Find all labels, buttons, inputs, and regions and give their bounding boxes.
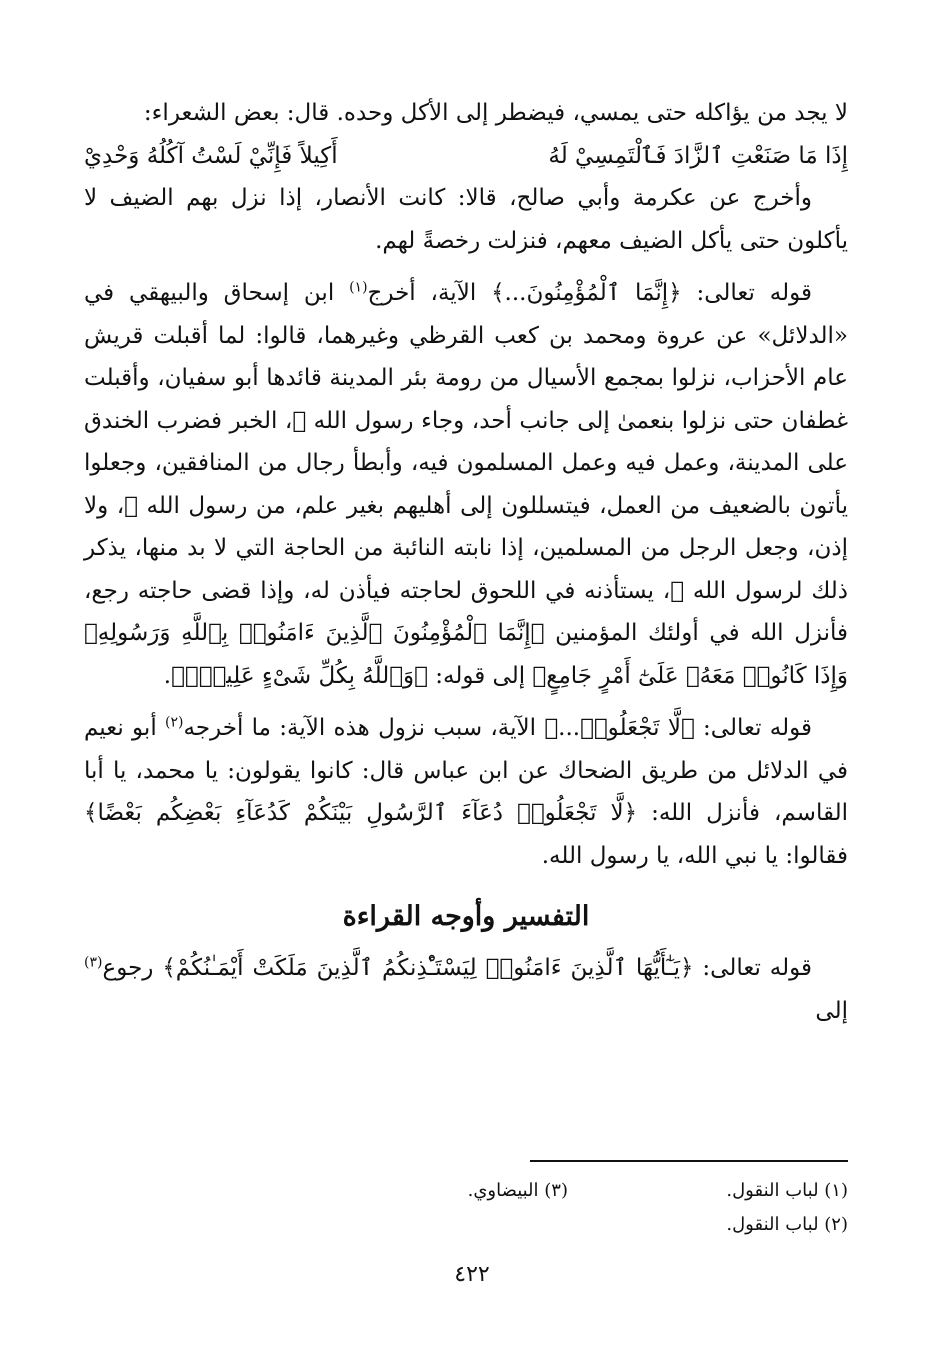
- footnote-2: (٢) لباب النقول.: [726, 1214, 848, 1235]
- main-text: [84, 92, 848, 1032]
- paragraph-body: ابن إسحاق والبيهقي في «الدلائل» عن عروة ومحمد بن كعب القرظي وغيرهما، قالوا: لما أقبلت قريش عام الأحزاب، نزلوا بمجمع الأسيال من رومة بئر المدينة قائدها أبو سفيان، وأقبلت غطفان حتى نزلوا بنعمىٰ إلى جانب أحد، وجاء رسول الله ﷺ، الخبر فضرب الخندق على المدينة، وعمل فيه وعمل المسلمون فيه، وأبطأ رجال من المنافقين، وجعلوا يأتون بالضعيف من العمل، فيتسللون إلى أهليهم بغير علم، من رسول الله ﷺ، ولا إذن، وجعل الرجل من المسلمين، إذا نابته النائبة من الحاجة التي لا بد منها، يذكر ذلك لرسول الله ﷺ، يستأذنه في اللحوق لحاجته فيأذن له، وإذا قضى حاجته رجع، فأنزل الله في أولئك المؤمنين ﴿إِنَّمَا ٱلْمُؤْمِنُونَ ٱلَّذِينَ ءَامَنُوا۟ بِٱللَّهِ وَرَسُولِهِۦ وَإِذَا كَانُوا۟ مَعَهُۥ عَلَىٰٓ أَمْرٍ جَامِعٍ﴾ إلى قوله: ﴿وَٱللَّهُ بِكُلِّ شَىْءٍ عَلِيمٌۢ﴾.: [84, 280, 848, 689]
- footnotes: [288, 1174, 848, 1242]
- footnote-marker-1[interactable]: (١): [349, 279, 368, 296]
- page-number: ٤٢٢: [454, 1262, 490, 1287]
- footnote-marker-2[interactable]: (٢): [165, 714, 184, 731]
- footnote-row: [288, 1174, 848, 1208]
- paragraph-lead: قوله تعالى: ﴿يَـٰٓأَيُّهَا ٱلَّذِينَ ءَامَنُوا۟ لِيَسْتَـْٔذِنكُمُ ٱلَّذِينَ مَلَكَتْ أَيْمَـٰنُكُمْ﴾ رجوع: [102, 955, 812, 981]
- footnote-1: (١) لباب النقول.: [726, 1180, 848, 1201]
- footnote-3: (٣) البيضاوي.: [467, 1180, 568, 1201]
- paragraph-ikrima: وأخرج عن عكرمة وأبي صالح، قالا: كانت الأنصار، إذا نزل بهم الضيف لا يأكلون حتى يأكل الضيف معهم، فنزلت رخصةً لهم.: [84, 185, 848, 254]
- paragraph-lead: قوله تعالى: ﴿لَّا تَجْعَلُوا۟...﴾ الآية، سبب نزول هذه الآية: ما أخرجه: [183, 715, 812, 741]
- intro-line: لا يجد من يؤاكله حتى يمسي، فيضطر إلى الأكل وحده. قال: بعض الشعراء:: [143, 100, 848, 126]
- paragraph-tafsir: [84, 947, 848, 1032]
- paragraph-innama-almuminun: [84, 272, 848, 697]
- footnote-marker-3[interactable]: (٣): [84, 954, 103, 971]
- verse-second-hemistich: أَكِيلاً فَإِنِّيْ لَسْتُ آكُلُهُ وَحْدِيْ: [84, 142, 338, 169]
- section-heading: التفسير وأوجه القراءة: [342, 901, 590, 932]
- poetry-verse: [84, 135, 848, 178]
- footnote-separator: [530, 1160, 848, 1162]
- paragraph-body: أبو نعيم في الدلائل من طريق الضحاك عن ابن عباس قال: كانوا يقولون: يا محمد، يا أبا القاسم، فأنزل الله: ﴿لَّا تَجْعَلُوا۟ دُعَآءَ ٱلرَّسُولِ بَيْنَكُمْ كَدُعَآءِ بَعْضِكُم بَعْضًا﴾ فقالوا: يا نبي الله، يا رسول الله.: [84, 715, 848, 869]
- paragraph-body: إلى: [815, 997, 848, 1024]
- footnote-row: [288, 1208, 848, 1242]
- paragraph-lead: قوله تعالى: ﴿إِنَّمَا ٱلْمُؤْمِنُونَ...﴾ الآية، أخرج: [367, 280, 812, 306]
- paragraph-la-tajalu: [84, 707, 848, 877]
- verse-first-hemistich: إِذَا مَا صَنَعْتِ ٱلزَّادَ فَٱلْتَمِسِيْ لَهُ: [548, 142, 848, 169]
